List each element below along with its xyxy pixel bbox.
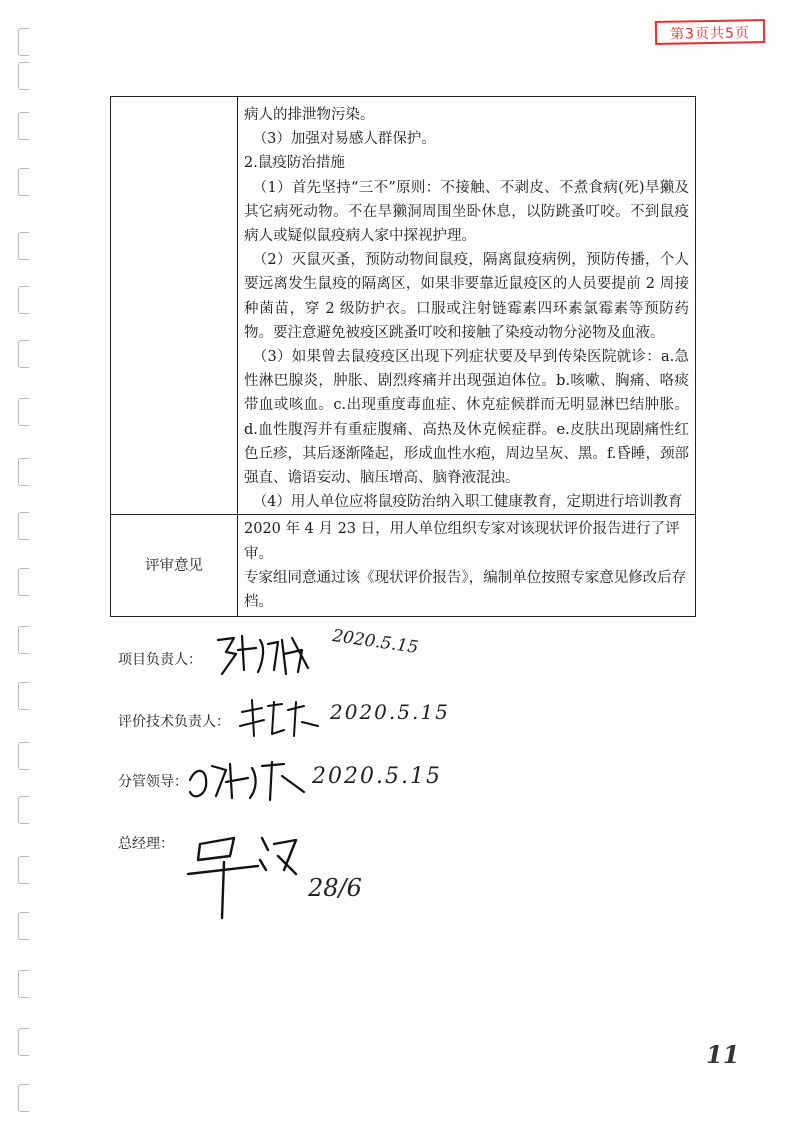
empty-label-cell xyxy=(111,97,238,515)
supervisor-label: 分管领导： xyxy=(118,774,188,790)
supervisor-signature xyxy=(186,756,310,806)
project-lead-signature xyxy=(212,630,322,682)
project-lead-label: 项目负责人： xyxy=(118,652,202,668)
tech-lead-date: 2020.5.15 xyxy=(330,700,450,724)
project-lead-row xyxy=(118,649,202,669)
gm-label: 总经理： xyxy=(118,836,174,852)
paragraph: （3）如果曾去鼠疫疫区出现下列症状要及早到传染医院就诊：a.急性淋巴腺炎，肿胀、剧烈疼痛并出现强迫体位。b.咳嗽、胸痛、咯痰带血或咳血。c.出现重度毒血症、休克症候群而无明显淋巴结肿胀。d.血性腹泻并有重症腹痛、高热及休克候症群。e.皮肤出现剧痛性红色丘疹，其后逐渐隆起，形成血性水疱，周边呈灰、黑。f.昏睡，颈部强直、谵语妄动、脑压增高、脑脊液混浊。 xyxy=(244,349,689,487)
paragraph: （2）灭鼠灭蚤，预防动物间鼠疫，隔离鼠疫病例，预防传播，个人要远离发生鼠疫的隔离区，如果非要靠近鼠疫区的人员要提前 2 周接种菌苗，穿 2 级防护衣。口服或注射链霉素四环素氯霉素等预防药物。要注意避免被疫区跳蚤叮咬和接触了染疫动物分泌物及血液。 xyxy=(244,252,689,341)
review-text-cell xyxy=(238,515,696,617)
paragraph: 病人的排泄物污染。 xyxy=(244,107,375,123)
review-line: 2020 年 4 月 23 日，用人单位组织专家对该现状评价报告进行了评审。 xyxy=(244,521,680,562)
gm-date: 28/6 xyxy=(308,874,362,902)
review-label: 评审意见 xyxy=(111,515,238,617)
review-row xyxy=(111,515,696,617)
paragraph: （4）用人单位应将鼠疫防治纳入职工健康教育，定期进行培训教育 xyxy=(252,494,683,511)
binder-margin xyxy=(18,0,32,1122)
content-row xyxy=(111,97,696,515)
paragraph: （1）首先坚持“三不”原则：不接触、不剥皮、不煮食病(死)旱獭及其它病死动物。不在旱獭洞周围坐卧休息，以防跳蚤叮咬。不到鼠疫病人或疑似鼠疫病人家中探视护理。 xyxy=(244,179,689,245)
supervisor-date: 2020.5.15 xyxy=(312,764,442,789)
page-count-stamp: 第3页共5页 xyxy=(655,19,765,45)
page-number: 11 xyxy=(706,1040,740,1069)
tech-lead-signature xyxy=(238,696,324,742)
gm-signature xyxy=(180,826,300,922)
tech-lead-row xyxy=(118,711,230,731)
gm-row xyxy=(118,833,174,853)
prevention-measures-cell xyxy=(238,97,696,515)
section-heading: 2.鼠疫防治措施 xyxy=(244,155,345,172)
project-lead-date: 2020.5.15 xyxy=(331,626,420,658)
review-line: 专家组同意通过该《现状评价报告》，编制单位按照专家意见修改后存档。 xyxy=(244,569,687,611)
paragraph: （3）加强对易感人群保护。 xyxy=(252,131,436,148)
review-table xyxy=(110,96,696,617)
supervisor-row xyxy=(118,771,188,791)
tech-lead-label: 评价技术负责人： xyxy=(118,714,230,730)
